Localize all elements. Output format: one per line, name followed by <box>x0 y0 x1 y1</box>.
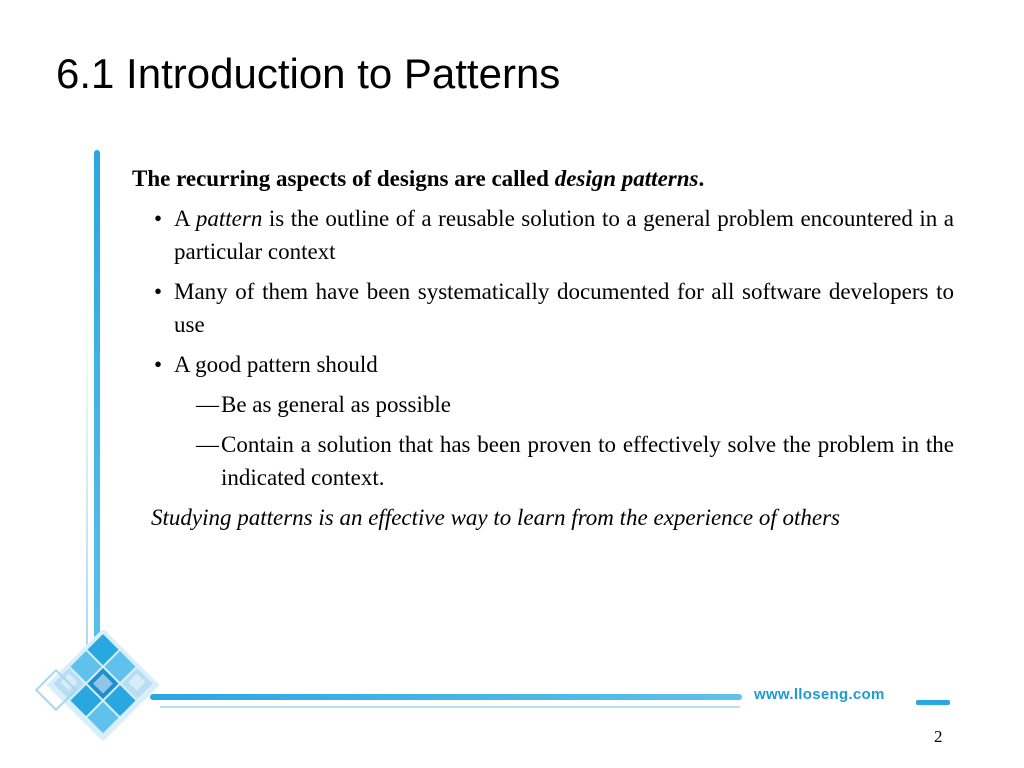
bullet-item <box>132 275 954 341</box>
dash-marker: — <box>196 392 219 417</box>
intro-prefix: The recurring aspects of designs are called <box>132 166 555 191</box>
sub-item-text: Contain a solution that has been proven to effectively solve the problem in the indicated context. <box>221 432 954 490</box>
sub-item <box>132 388 954 421</box>
footer-accent-bar-right <box>916 700 950 705</box>
bullet-prefix: A <box>174 206 196 231</box>
dash-marker: — <box>196 432 219 457</box>
intro-line <box>132 162 954 195</box>
slide-title: 6.1 Introduction to Patterns <box>56 50 561 97</box>
footer-accent-bar <box>150 694 742 700</box>
footer-accent-line-thin <box>160 706 740 708</box>
bullet-dot: • <box>154 352 163 377</box>
bullet-text: Many of them have been systematically documented for all software developers to use <box>174 279 954 337</box>
bullet-item <box>132 348 954 381</box>
closing-statement: Studying patterns is an effective way to learn from the experience of others <box>151 505 840 530</box>
tiled-diamond-logo-icon <box>28 630 178 740</box>
slide-content <box>132 162 954 534</box>
sub-item <box>132 428 954 494</box>
intro-suffix: . <box>698 166 705 191</box>
website-url: www.lloseng.com <box>754 686 885 703</box>
sub-item-text: Be as general as possible <box>221 392 451 417</box>
vertical-accent-bar <box>94 150 100 690</box>
bullet-text: A good pattern should <box>174 352 378 377</box>
intro-emphasis: design patterns <box>554 166 699 191</box>
bullet-dot: • <box>154 206 163 231</box>
bullet-item <box>132 202 954 268</box>
bullet-emphasis: pattern <box>195 206 263 231</box>
bullet-suffix: is the outline of a reusable solution to a general problem encountered in a particular context <box>174 206 954 264</box>
bullet-dot: • <box>154 279 163 304</box>
vertical-accent-line-thin <box>86 290 88 670</box>
page-number: 2 <box>934 727 943 746</box>
